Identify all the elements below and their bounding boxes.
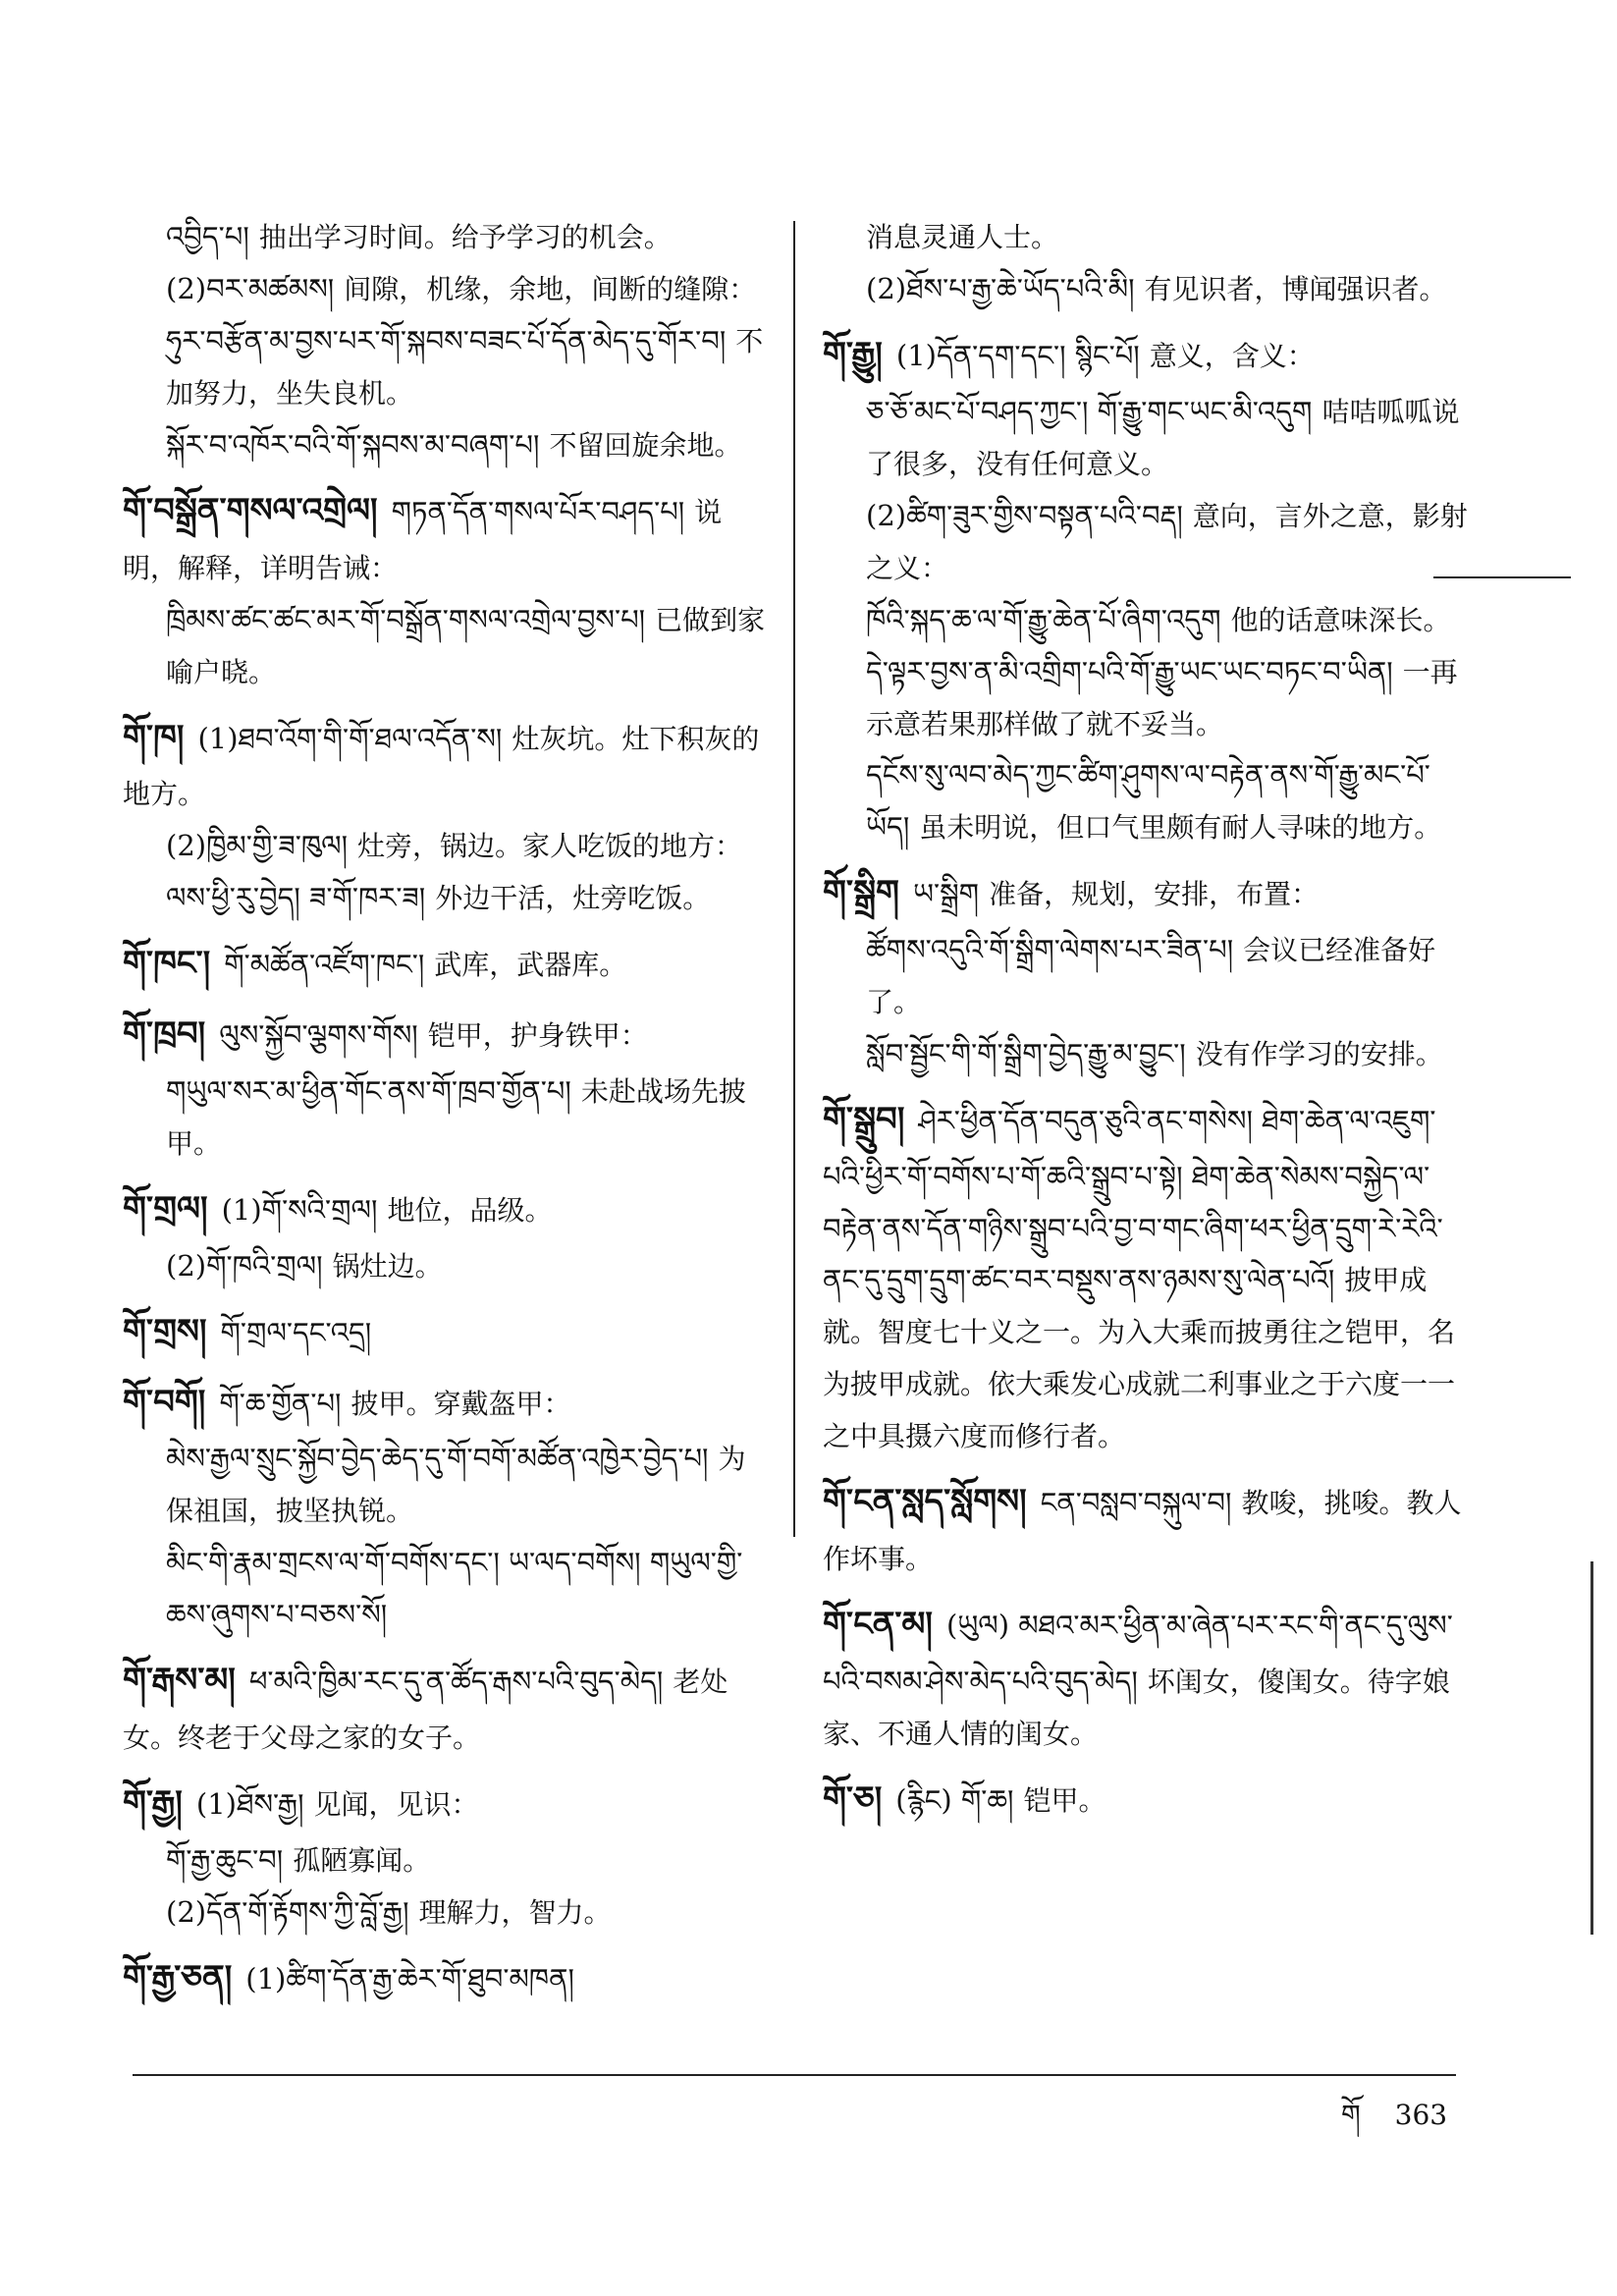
headword: གོ་ཅ། [823, 1778, 883, 1819]
headword: གོ་བགོ། [123, 1382, 206, 1422]
chinese-gloss: 未赴战场先披甲。 [166, 1074, 746, 1160]
headword: གོ་གྲལ། [123, 1188, 208, 1229]
tibetan-text: དེ་ལྟར་བྱས་ན་མི་འགྲིག་པའི་གོ་རྒྱུ་ཡང་ཡང་བཏང་བ་ཡིན། [866, 654, 1393, 688]
entry-line [123, 934, 771, 995]
headword: གོ་རྒྱ། [123, 1782, 183, 1823]
entry-line [123, 872, 771, 924]
chinese-gloss: 已做到家喻户晓。 [166, 603, 766, 688]
entry-line [823, 594, 1471, 646]
tibetan-text: (1)གོ་སའི་གྲལ། [221, 1192, 378, 1227]
headword: གོ་རྒྱུ། [823, 334, 883, 374]
tibetan-text: གཏན་དོན་གསལ་པོར་བཤད་པ། [391, 494, 685, 528]
entry-line [823, 749, 1471, 853]
entry-line [123, 1886, 771, 1939]
left-column [123, 211, 771, 2018]
tibetan-text: གཡུལ་སར་མ་ཕྱིན་གོང་ནས་གོ་ཁྲབ་གྱོན་པ། [166, 1073, 571, 1108]
right-column [823, 211, 1471, 1840]
chinese-gloss: 见闻，见识： [313, 1787, 479, 1821]
headword: གོ་གྲས། [123, 1311, 207, 1351]
entry-line [123, 315, 771, 419]
dictionary-entry [123, 1005, 771, 1170]
chinese-gloss: 地位，品级。 [387, 1193, 553, 1227]
headword: གོ་རྒས་མ། [123, 1660, 236, 1700]
chinese-gloss: 为保祖国，披坚执锐。 [166, 1443, 746, 1528]
tibetan-text: (རྙིང) གོ་ཆ། [895, 1782, 1014, 1817]
entry-line [123, 1302, 771, 1363]
dictionary-entry [823, 863, 1471, 1080]
dictionary-entry [123, 211, 771, 471]
entry-line [123, 1774, 771, 1834]
tibetan-text: ཚོགས་འདུའི་གོ་སྒྲིག་ལེགས་པར་ཟིན་པ། [866, 933, 1234, 967]
chinese-gloss: 孤陋寡闻。 [293, 1843, 431, 1877]
entry-line [123, 820, 771, 872]
dictionary-entry [123, 1179, 771, 1292]
tibetan-text: (2)ཚིག་ཟུར་གྱིས་བསྟན་པའི་བརྡ། [866, 498, 1183, 532]
entry-line [123, 1066, 771, 1170]
tibetan-text: གོ་ཆ་གྱོན་པ། [219, 1386, 342, 1420]
chinese-gloss: 铠甲，护身铁甲： [427, 1019, 648, 1053]
tibetan-text: གོ་རྒྱ་ཆུང་བ། [166, 1842, 284, 1877]
tibetan-text: མེས་རྒྱལ་སྲུང་སྐྱོབ་བྱེད་ཆེད་དུ་གོ་བགོ་མཚོན་འཁྱེར་བྱེད་པ། [166, 1442, 709, 1476]
entry-line [123, 1433, 771, 1537]
headword: གོ་ངན་སླད་སློགས། [823, 1482, 1027, 1522]
headword: གོ་ཁྲབ། [123, 1014, 206, 1055]
entry-line [823, 386, 1471, 490]
tibetan-text: དངོས་སུ་ལབ་མེད་ཀྱང་ཚིག་ཤུགས་ལ་བརྟེན་ནས་གོ་རྒྱུ་མང་པོ་ཡོད། [866, 758, 1430, 845]
dictionary-entry [123, 1373, 771, 1641]
chinese-gloss: 不留回旋余地。 [549, 428, 742, 462]
entry-line [123, 1373, 771, 1434]
chinese-gloss: 披甲。穿戴盔甲： [350, 1387, 571, 1420]
dictionary-entry [823, 1770, 1471, 1831]
headword: གོ་ཁ། [123, 717, 185, 757]
entry-line [823, 211, 1471, 263]
page-number: 363 [1394, 2099, 1448, 2131]
entry-line [823, 490, 1471, 594]
tibetan-text: (ཡུལ) མཐའ་མར་ཕྱིན་མ་ཞེན་པར་རང་གི་ནང་དུ་ལུས་པའི་བསམ་ཤེས་མེད་པའི་བུད་མེད། [823, 1608, 1453, 1698]
headword: གོ་ཁང་། [123, 944, 211, 984]
page-edge-mark [1590, 1561, 1593, 1935]
tibetan-text: ལུས་སྐྱོབ་ལྕགས་གོས། [219, 1018, 418, 1053]
chinese-gloss: 坏闺女，傻闺女。待字娘家、不通人情的闺女。 [823, 1665, 1450, 1750]
dictionary-entry [123, 1774, 771, 1939]
entry-line [823, 1770, 1471, 1831]
tibetan-text: ཕ་མའི་ཁྱིམ་རང་དུ་ན་ཚོད་རྒས་པའི་བུད་མེད། [248, 1664, 664, 1698]
running-head: གོ [1341, 2099, 1361, 2131]
tibetan-text: འབྱིད་པ། [166, 220, 249, 253]
chinese-gloss: 说明，解释，详明告诫： [123, 495, 723, 584]
tibetan-text: མིང་གི་རྣམ་གྲངས་ལ་གོ་བགོས་དང་། ཡ་ལད་བགོས། གཡུལ་གྱི་ཆས་ཞུགས་པ་བཅས་སོ། [166, 1546, 743, 1632]
page-footer [1316, 2084, 1447, 2161]
chinese-gloss: 咭咭呱呱说了很多，没有任何意义。 [866, 395, 1460, 480]
entry-line [123, 419, 771, 471]
entry-line [823, 1028, 1471, 1080]
dictionary-entry [123, 708, 771, 925]
tibetan-text: ཁྲིམས་ཚང་ཚང་མར་གོ་བསྒྲོན་གསལ་འགྲེལ་བྱས་པ། [166, 602, 646, 636]
dictionary-entry [123, 1948, 771, 2009]
dictionary-entry [123, 1651, 771, 1764]
entry-line [123, 1005, 771, 1066]
tibetan-text: (1)དོན་དག་དང་། སྙིང་པོ། [895, 338, 1140, 372]
tibetan-text: ཅ་ཅོ་མང་པོ་བཤད་ཀྱང་། གོ་རྒྱུ་གང་ཡང་མི་འདུག [866, 394, 1313, 428]
chinese-gloss: 灶旁，锅边。家人吃饭的地方： [357, 830, 743, 863]
entry-line [823, 1595, 1471, 1760]
tibetan-text: (2)དོན་གོ་རྟོགས་ཀྱི་བློ་རྒྱ། [166, 1894, 409, 1929]
chinese-gloss: 一再示意若果那样做了就不妥当。 [866, 655, 1458, 740]
entry-line [823, 263, 1471, 315]
entry-line [823, 1090, 1471, 1462]
chinese-gloss: 有见识者，博闻强识者。 [1144, 272, 1447, 305]
bottom-rule [133, 2074, 1456, 2076]
entry-line [823, 325, 1471, 386]
entry-line [823, 1472, 1471, 1585]
tibetan-text: ཁོའི་སྐད་ཆ་ལ་གོ་རྒྱུ་ཆེན་པོ་ཞིག་འདུག [866, 602, 1221, 636]
entry-line [823, 924, 1471, 1028]
margin-stroke [1433, 576, 1571, 578]
dictionary-entry [123, 934, 771, 995]
column-divider [793, 221, 795, 1537]
entry-line [123, 594, 771, 698]
tibetan-text: (2)བར་མཚམས། [166, 271, 335, 305]
tibetan-text: སློབ་སྦྱོང་གི་གོ་སྒྲིག་བྱེད་རྒྱུ་མ་བྱུང་། [866, 1036, 1186, 1070]
dictionary-entry [823, 325, 1471, 853]
tibetan-text: སྐོར་བ་འཁོར་བའི་གོ་སྐབས་མ་བཞག་པ། [166, 427, 540, 462]
chinese-gloss: 锅灶边。 [332, 1249, 443, 1283]
chinese-gloss: 理解力，智力。 [418, 1895, 612, 1929]
dictionary-entry [123, 481, 771, 698]
chinese-gloss: 铠甲。 [1023, 1783, 1106, 1817]
chinese-gloss: 外边干活，灶旁吃饭。 [435, 882, 711, 915]
chinese-gloss: 披甲成就。智度七十义之一。为入大乘而披勇往之铠甲，名为披甲成就。依大乘发心成就二利事业之于六度一一之中具摄六度而修行者。 [823, 1264, 1456, 1453]
chinese-gloss: 虽未明说，但口气里颇有耐人寻味的地方。 [919, 811, 1442, 845]
chinese-gloss: 准备，规划，安排，布置： [989, 878, 1320, 911]
tibetan-text: (1)ཚིག་དོན་རྒྱ་ཆེར་གོ་ཐུབ་མཁན། [245, 1961, 574, 1995]
chinese-gloss: 会议已经准备好了。 [866, 934, 1436, 1018]
tibetan-text: གོ་གྲལ་དང་འདྲ། [220, 1315, 372, 1349]
tibetan-text: (2)ཐོས་པ་རྒྱ་ཆེ་ཡོད་པའི་མི། [866, 271, 1135, 305]
entry-line [123, 481, 771, 594]
tibetan-text: ཤེར་ཕྱིན་དོན་བདུན་ཅུའི་ནང་གསེས། ཐེག་ཆེན་ལ་འཇུག་པའི་ཕྱིར་གོ་བགོས་པ་གོ་ཆའི་སྒྲུབ་པ་སྟེ། ཐེག་ཆེན་སེམས་བསྐྱེད་ལ་བརྟེན་ནས་དོན་གཉིས་སྒྲུབ་པའི་བྱ་བ་གང་ཞིག་ཕར་ཕྱིན་དྲུག་རེ་རེའི་ནང་དུ་དྲུག་དྲུག་ཚང་བར་བསྡུས་ནས་ཉམས་སུ་ལེན་པའོ། [823, 1103, 1443, 1297]
headword: གོ་ངན་མ། [823, 1604, 933, 1644]
chinese-gloss: 武库，武器库。 [434, 949, 627, 982]
chinese-gloss: 意向，言外之意，影射之义： [866, 499, 1468, 584]
headword: གོ་སྒྲིག [823, 873, 899, 913]
chinese-gloss: 消息灵通人士。 [866, 221, 1059, 253]
entry-line [123, 708, 771, 821]
entry-line [123, 1651, 771, 1764]
chinese-gloss: 意义，含义： [1149, 339, 1315, 372]
chinese-gloss: 他的话意味深长。 [1230, 603, 1451, 636]
chinese-gloss: 老处女。终老于父母之家的女子。 [123, 1665, 728, 1754]
dictionary-entry [123, 1302, 771, 1363]
chinese-gloss: 没有作学习的安排。 [1195, 1037, 1443, 1070]
tibetan-text: ངན་བསླབ་བསྐུལ་བ། [1040, 1486, 1232, 1520]
tibetan-text: ཡ་སྒྲིག [912, 877, 980, 911]
chinese-gloss: 灶灰坑。灶下积灰的地方。 [123, 722, 760, 811]
chinese-gloss: 不加努力，坐失良机。 [166, 324, 764, 410]
entry-line [123, 1948, 771, 2009]
entry-line [823, 863, 1471, 924]
tibetan-text: (1)ཐོས་རྒྱ། [195, 1786, 304, 1821]
chinese-gloss: 教唆，挑唆。教人作坏事。 [823, 1487, 1462, 1575]
tibetan-text: (1)ཐབ་འོག་གི་གོ་ཐལ་འདོན་ས། [197, 721, 503, 755]
entry-line [123, 1240, 771, 1292]
tibetan-text: ཧུར་བརྩོན་མ་བྱས་པར་གོ་སྐབས་བཟང་པོ་དོན་མེད་དུ་གོར་བ། [166, 323, 727, 357]
entry-line [123, 1834, 771, 1886]
tibetan-text: ལས་ཕྱི་རུ་བྱེད། ཟ་གོ་ཁར་ཟ། [166, 881, 426, 915]
tibetan-text: གོ་མཚོན་འཛོག་ཁང་། [224, 948, 425, 982]
entry-line [123, 211, 771, 263]
headword: གོ་བསྒྲོན་གསལ་འགྲེལ། [123, 490, 378, 530]
tibetan-text: (2)ཁྱིམ་གྱི་ཟ་ཁུལ། [166, 829, 349, 863]
headword: གོ་སྒྲུབ། [823, 1099, 905, 1139]
dictionary-entry [823, 1090, 1471, 1462]
dictionary-entry [823, 211, 1471, 315]
entry-line [123, 263, 771, 315]
dictionary-entry [823, 1595, 1471, 1760]
dictionary-entry [823, 1472, 1471, 1585]
entry-line [123, 1179, 771, 1240]
tibetan-text: (2)གོ་ཁའི་གྲལ། [166, 1248, 323, 1283]
entry-line [823, 646, 1471, 750]
entry-line [123, 1537, 771, 1641]
headword: གོ་རྒྱ་ཅན། [123, 1957, 233, 1997]
chinese-gloss: 间隙，机缘，余地，间断的缝隙： [344, 272, 757, 305]
chinese-gloss: 抽出学习时间。给予学习的机会。 [258, 221, 672, 253]
